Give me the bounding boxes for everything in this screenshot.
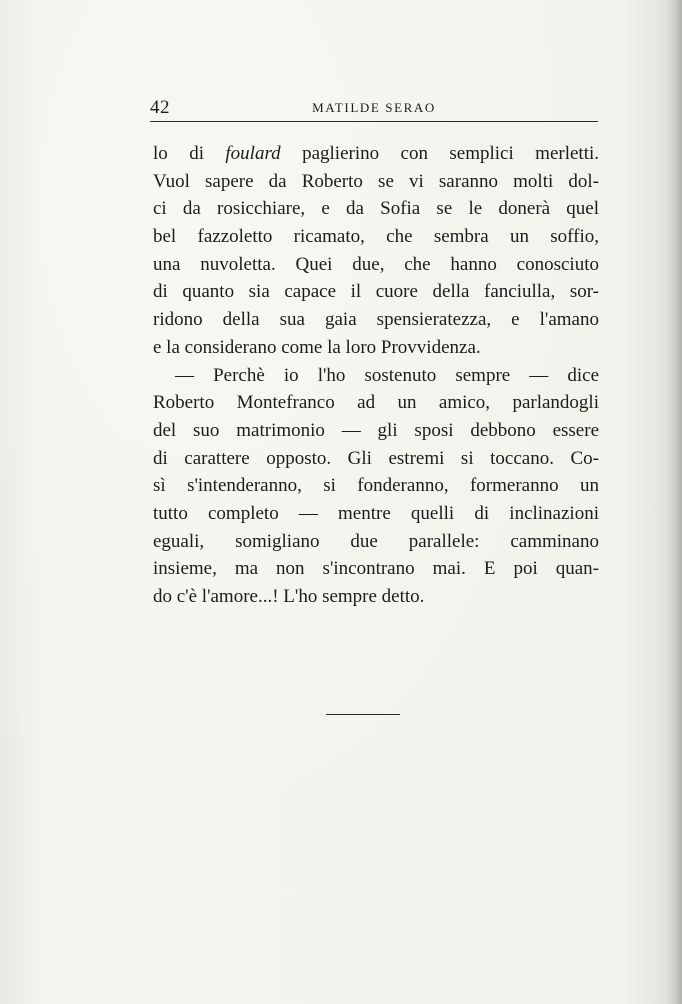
text-line: ridono della sua gaia spensieratezza, e l'amano (153, 309, 599, 331)
running-title: MATILDE SERAO (312, 100, 436, 115)
closing-rule (326, 714, 400, 715)
text-line: del suo matrimonio — gli sposi debbono essere (153, 419, 599, 441)
text-line: lo di foulard paglierino con semplici merletti. (153, 143, 599, 164)
text-line: di quanto sia capace il cuore della fanciulla, sor- (153, 281, 599, 303)
text-line: bel fazzoletto ricamato, che sembra un soffio, (153, 226, 599, 248)
header-rule (150, 121, 598, 122)
italic-word: foulard (225, 143, 281, 164)
text-line: ci da rosicchiare, e da Sofia se le donerà quel (153, 198, 599, 220)
text-line: di carattere opposto. Gli estremi si toccano. Co- (153, 447, 599, 469)
text-line: una nuvoletta. Quei due, che hanno conosciuto (153, 253, 599, 275)
page-number: 42 (150, 97, 170, 118)
text-line: Roberto Montefranco ad un amico, parlandogli (153, 392, 599, 414)
body-text (153, 140, 599, 611)
page-edge-shadow (666, 0, 682, 1004)
text-line: Vuol sapere da Roberto se vi saranno molti dol- (153, 170, 599, 192)
text-line: do c'è l'amore...! L'ho sempre detto. (153, 586, 425, 607)
text-line: tutto completo — mentre quelli di inclinazioni (153, 502, 599, 524)
text-line: e la considerano come la loro Provvidenza. (153, 336, 481, 358)
text-line: sì s'intenderanno, si fonderanno, formeranno un (153, 475, 599, 497)
text-line: — Perchè io l'ho sostenuto sempre — dice (175, 364, 599, 386)
text-line: insieme, ma non s'incontrano mai. E poi quan- (153, 558, 599, 580)
running-head (150, 97, 598, 121)
text-line: eguali, somigliano due parallele: camminano (153, 530, 599, 552)
